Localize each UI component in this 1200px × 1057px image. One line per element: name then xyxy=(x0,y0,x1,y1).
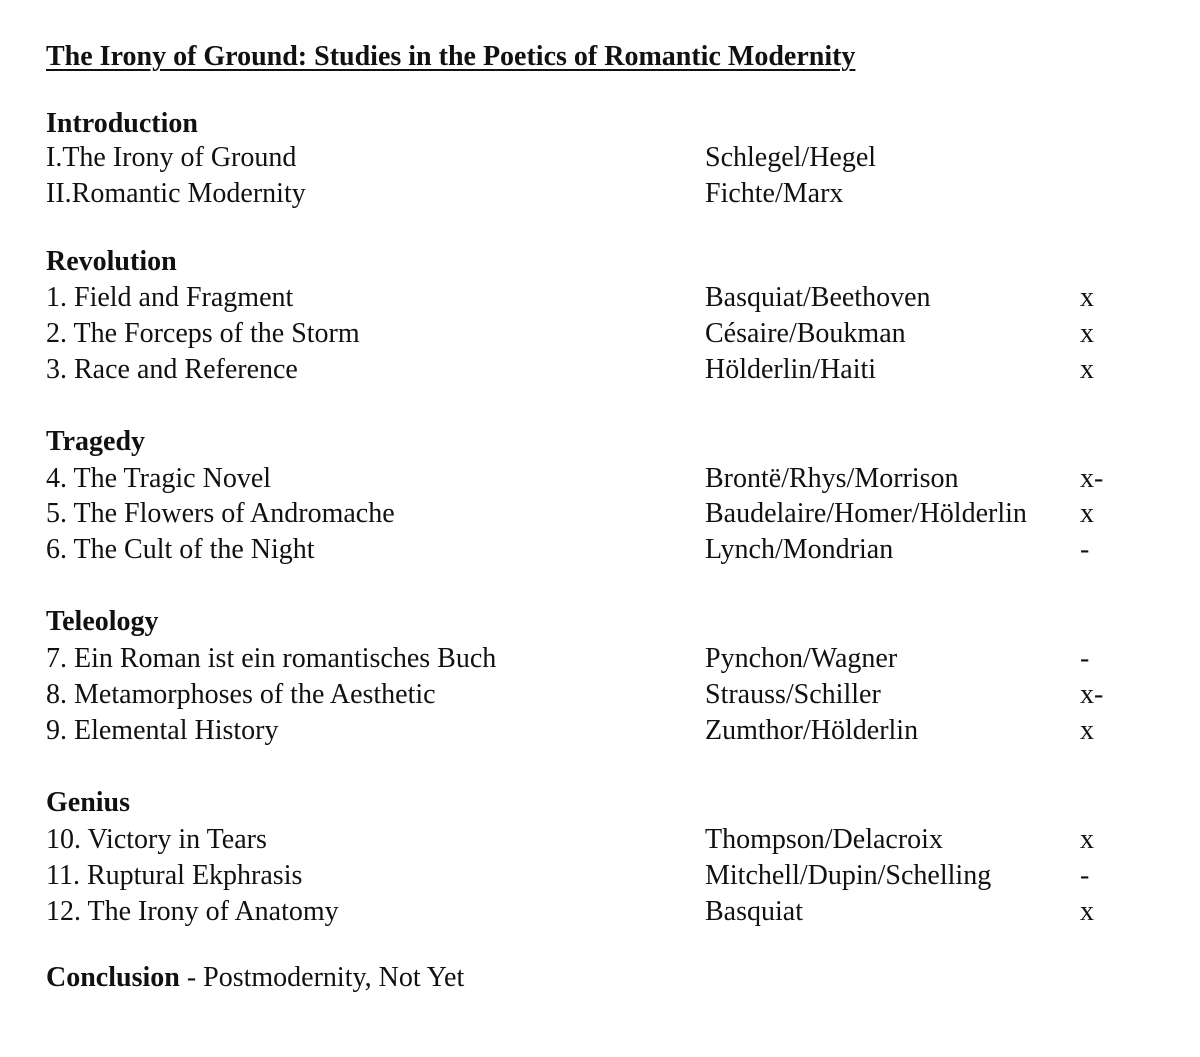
chapter-authors: Césaire/Boukman xyxy=(705,318,906,349)
status-mark: x- xyxy=(1080,679,1104,710)
chapter-title: 2. The Forceps of the Storm xyxy=(46,318,360,349)
toc-row xyxy=(0,280,1200,316)
toc-row xyxy=(0,894,1200,930)
section-heading-tragedy: Tragedy xyxy=(46,426,146,457)
toc-row xyxy=(0,641,1200,677)
chapter-title: 1. Field and Fragment xyxy=(46,282,294,313)
chapter-title: 12. The Irony of Anatomy xyxy=(46,896,339,927)
toc-row xyxy=(0,677,1200,713)
conclusion-text: - Postmodernity, Not Yet xyxy=(179,962,465,993)
chapter-title: 7. Ein Roman ist ein romantisches Buch xyxy=(46,643,497,674)
section-heading-teleology: Teleology xyxy=(46,606,159,637)
status-mark: x xyxy=(1080,282,1094,313)
toc-row xyxy=(0,176,1200,212)
chapter-authors: Schlegel/Hegel xyxy=(705,142,877,173)
status-mark: - xyxy=(1080,860,1090,891)
toc-row xyxy=(0,316,1200,352)
status-mark: - xyxy=(1080,534,1090,565)
chapter-authors: Basquiat xyxy=(705,896,803,927)
chapter-authors: Thompson/Delacroix xyxy=(705,824,943,855)
chapter-authors: Basquiat/Beethoven xyxy=(705,282,931,313)
status-mark: x xyxy=(1080,354,1094,385)
chapter-authors: Zumthor/Hölderlin xyxy=(705,715,919,746)
toc-row xyxy=(0,496,1200,532)
chapter-title: I.The Irony of Ground xyxy=(46,142,297,173)
toc-row xyxy=(0,140,1200,176)
toc-row xyxy=(0,713,1200,749)
chapter-authors: Baudelaire/Homer/Hölderlin xyxy=(705,498,1027,529)
chapter-title: 8. Metamorphoses of the Aesthetic xyxy=(46,679,436,710)
chapter-authors: Pynchon/Wagner xyxy=(705,643,898,674)
chapter-title: 11. Ruptural Ekphrasis xyxy=(46,860,303,891)
toc-row xyxy=(0,858,1200,894)
chapter-authors: Lynch/Mondrian xyxy=(705,534,894,565)
chapter-authors: Brontë/Rhys/Morrison xyxy=(705,463,959,494)
status-mark: x xyxy=(1080,498,1094,529)
chapter-title: 10. Victory in Tears xyxy=(46,824,267,855)
section-heading-revolution: Revolution xyxy=(46,246,177,277)
chapter-authors: Hölderlin/Haiti xyxy=(705,354,877,385)
chapter-title: 9. Elemental History xyxy=(46,715,279,746)
chapter-title: 5. The Flowers of Andromache xyxy=(46,498,395,529)
section-heading-genius: Genius xyxy=(46,787,131,818)
status-mark: x xyxy=(1080,715,1094,746)
status-mark: x- xyxy=(1080,463,1104,494)
chapter-authors: Strauss/Schiller xyxy=(705,679,881,710)
chapter-title: 3. Race and Reference xyxy=(46,354,298,385)
status-mark: x xyxy=(1080,896,1094,927)
chapter-title: 4. The Tragic Novel xyxy=(46,463,272,494)
chapter-title: II.Romantic Modernity xyxy=(46,178,306,209)
toc-row xyxy=(0,822,1200,858)
toc-row xyxy=(0,352,1200,388)
chapter-title: 6. The Cult of the Night xyxy=(46,534,315,565)
conclusion-label: Conclusion xyxy=(46,962,180,993)
chapter-authors: Mitchell/Dupin/Schelling xyxy=(705,860,992,891)
chapter-authors: Fichte/Marx xyxy=(705,178,844,209)
status-mark: x xyxy=(1080,318,1094,349)
status-mark: x xyxy=(1080,824,1094,855)
section-heading-introduction: Introduction xyxy=(46,108,198,139)
toc-row xyxy=(0,532,1200,568)
document-title: The Irony of Ground: Studies in the Poetics of Romantic Modernity xyxy=(46,41,856,72)
conclusion-line xyxy=(46,960,464,996)
toc-row xyxy=(0,461,1200,497)
status-mark: - xyxy=(1080,643,1090,674)
